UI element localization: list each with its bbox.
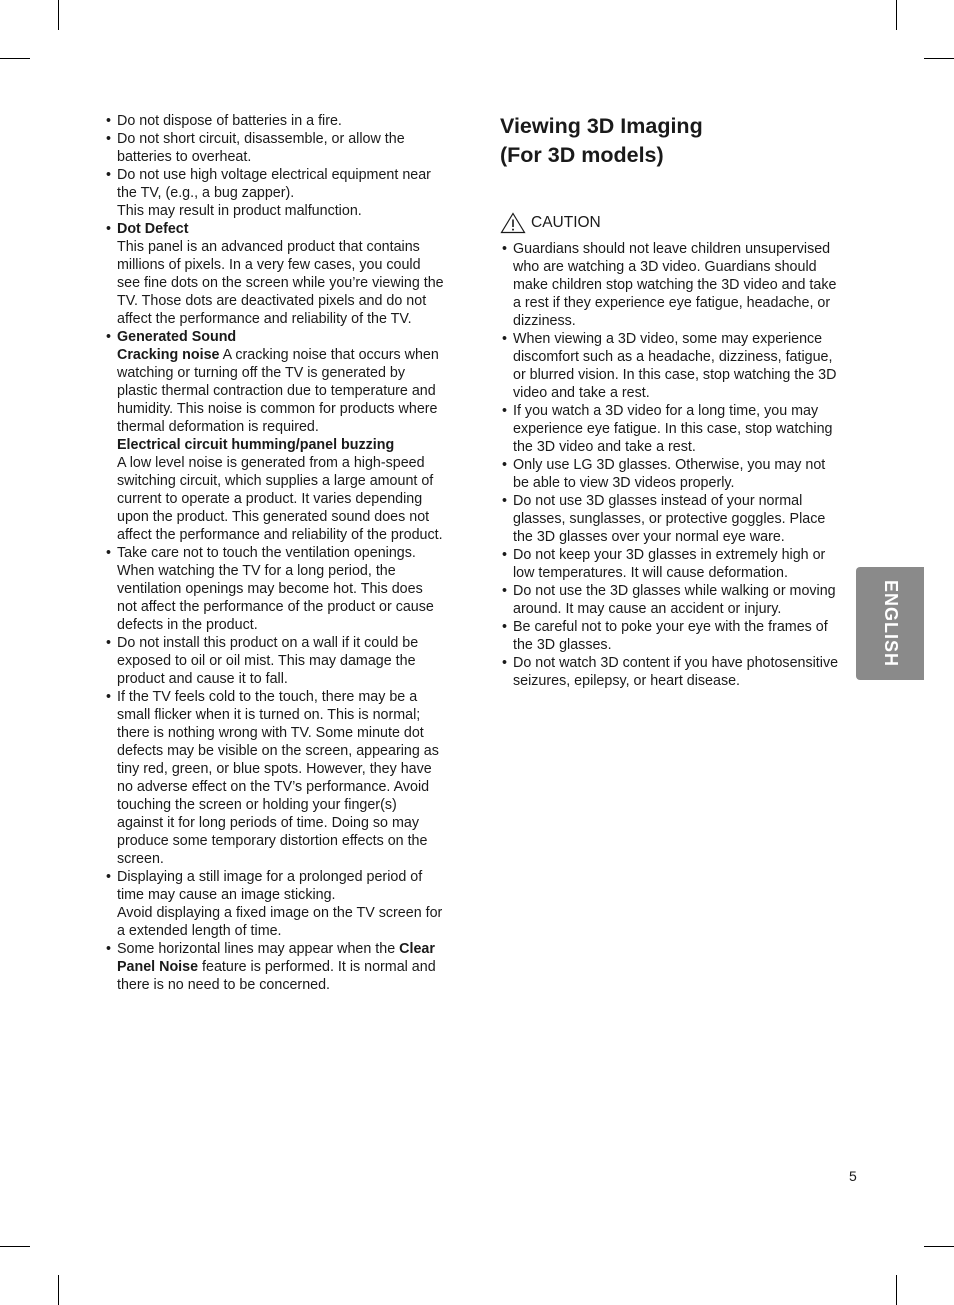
caution-item: • If you watch a 3D video for a long time, you may experience eye fatigue. In this case, stop watching the 3D video and take a rest.	[502, 402, 845, 456]
list-item	[106, 130, 446, 166]
left-column-precautions	[106, 112, 446, 994]
section-title-line1: Viewing 3D Imaging	[500, 114, 703, 138]
crop-mark	[58, 0, 59, 30]
crop-mark	[896, 1275, 897, 1305]
warning-triangle-icon	[500, 212, 526, 234]
bold-term: Dot Defect	[117, 221, 189, 237]
bold-term: Electrical circuit humming/panel buzzing	[117, 437, 395, 453]
crop-mark	[896, 0, 897, 30]
crop-mark	[0, 58, 30, 59]
crop-mark	[0, 1246, 30, 1247]
list-item	[106, 166, 446, 220]
language-tab	[856, 567, 924, 680]
item-text: Take care not to touch the ventilation openings. When watching the TV for a long period, the ventilation openings may become hot. This does not affect the performance of the product or cause defects in the product.	[117, 545, 434, 633]
crop-mark	[924, 1246, 954, 1247]
crop-mark	[58, 1275, 59, 1305]
item-text: If the TV feels cold to the touch, there may be a small flicker when it is turned on. This is normal; there is nothing wrong with TV. Some minute dot defects may be visible on the screen, appearing as tiny red, green, or blue spots. However, they have no adverse effect on the TV’s performance. Avoid touching the screen or holding your finger(s) against it for long periods of time. Doing so may produce some temporary distortion effects on the screen.	[117, 689, 439, 867]
list-item	[106, 940, 446, 994]
list-item	[106, 868, 446, 940]
caution-header	[500, 212, 845, 234]
caution-item: • Be careful not to poke your eye with the frames of the 3D glasses.	[502, 618, 845, 654]
crop-mark	[924, 58, 954, 59]
caution-item: • Do not use 3D glasses instead of your normal glasses, sunglasses, or protective goggles. Place the 3D glasses over your normal eye ware.	[502, 492, 845, 546]
language-tab-label: ENGLISH	[880, 579, 901, 668]
right-column-3d-section	[500, 112, 845, 690]
item-text: feature is performed. It is normal and there is no need to be concerned.	[117, 959, 436, 993]
item-text: Do not use high voltage electrical equipment near the TV, (e.g., a bug zapper).	[117, 167, 431, 201]
item-text: Do not short circuit, disassemble, or allow the batteries to overheat.	[117, 131, 405, 165]
section-title	[500, 112, 845, 170]
item-text: Displaying a still image for a prolonged period of time may cause an image sticking.	[117, 869, 423, 903]
caution-label: CAUTION	[531, 214, 601, 231]
list-item	[106, 328, 446, 544]
item-text: A low level noise is generated from a high-speed switching circuit, which supplies a large amount of current to operate a product. It varies depending upon the product. This generated sound does not affect the performance and reliability of the product.	[117, 455, 443, 543]
page-number: 5	[849, 1168, 857, 1184]
bold-term: Cracking noise	[117, 347, 220, 363]
list-item	[106, 544, 446, 634]
list-item	[106, 220, 446, 328]
item-text: Do not dispose of batteries in a fire.	[117, 113, 342, 129]
list-item	[106, 112, 446, 130]
item-text: Some horizontal lines may appear when the	[117, 941, 400, 957]
item-text: Do not install this product on a wall if it could be exposed to oil or oil mist. This may damage the product and cause it to fall.	[117, 635, 419, 687]
bold-term: Clear Panel Noise	[117, 941, 435, 975]
caution-item: • Do not watch 3D content if you have photosensitive seizures, epilepsy, or heart disease.	[502, 654, 845, 690]
bold-term: Generated Sound	[117, 329, 237, 345]
item-text: This may result in product malfunction.	[117, 203, 362, 219]
caution-item: • Do not keep your 3D glasses in extremely high or low temperatures. It will cause deformation.	[502, 546, 845, 582]
item-text: A cracking noise that occurs when watching or turning off the TV is generated by plastic thermal contraction due to temperature and humidity. This noise is common for products where thermal deformation is required.	[117, 347, 439, 435]
caution-item: • When viewing a 3D video, some may experience discomfort such as a headache, dizziness, fatigue, or blurred vision. In this case, stop watching the 3D video and take a rest.	[502, 330, 845, 402]
item-text: Avoid displaying a fixed image on the TV screen for a extended length of time.	[117, 905, 443, 939]
caution-item: • Only use LG 3D glasses. Otherwise, you may not be able to view 3D videos properly.	[502, 456, 845, 492]
section-title-line2: (For 3D models)	[500, 143, 664, 167]
caution-item: • Do not use the 3D glasses while walking or moving around. It may cause an accident or injury.	[502, 582, 845, 618]
list-item	[106, 634, 446, 688]
list-item	[106, 688, 446, 868]
item-text: This panel is an advanced product that contains millions of pixels. In a very few cases, you could see fine dots on the screen while you’re viewing the TV. Those dots are deactivated pixels and do not affect the performance and reliability of the TV.	[117, 239, 444, 327]
caution-item: • Guardians should not leave children unsupervised who are watching a 3D video. Guardians should make children stop watching the 3D video and take a rest if they experience eye fatigue, headache, or dizziness.	[502, 240, 845, 330]
caution-list	[500, 240, 845, 690]
